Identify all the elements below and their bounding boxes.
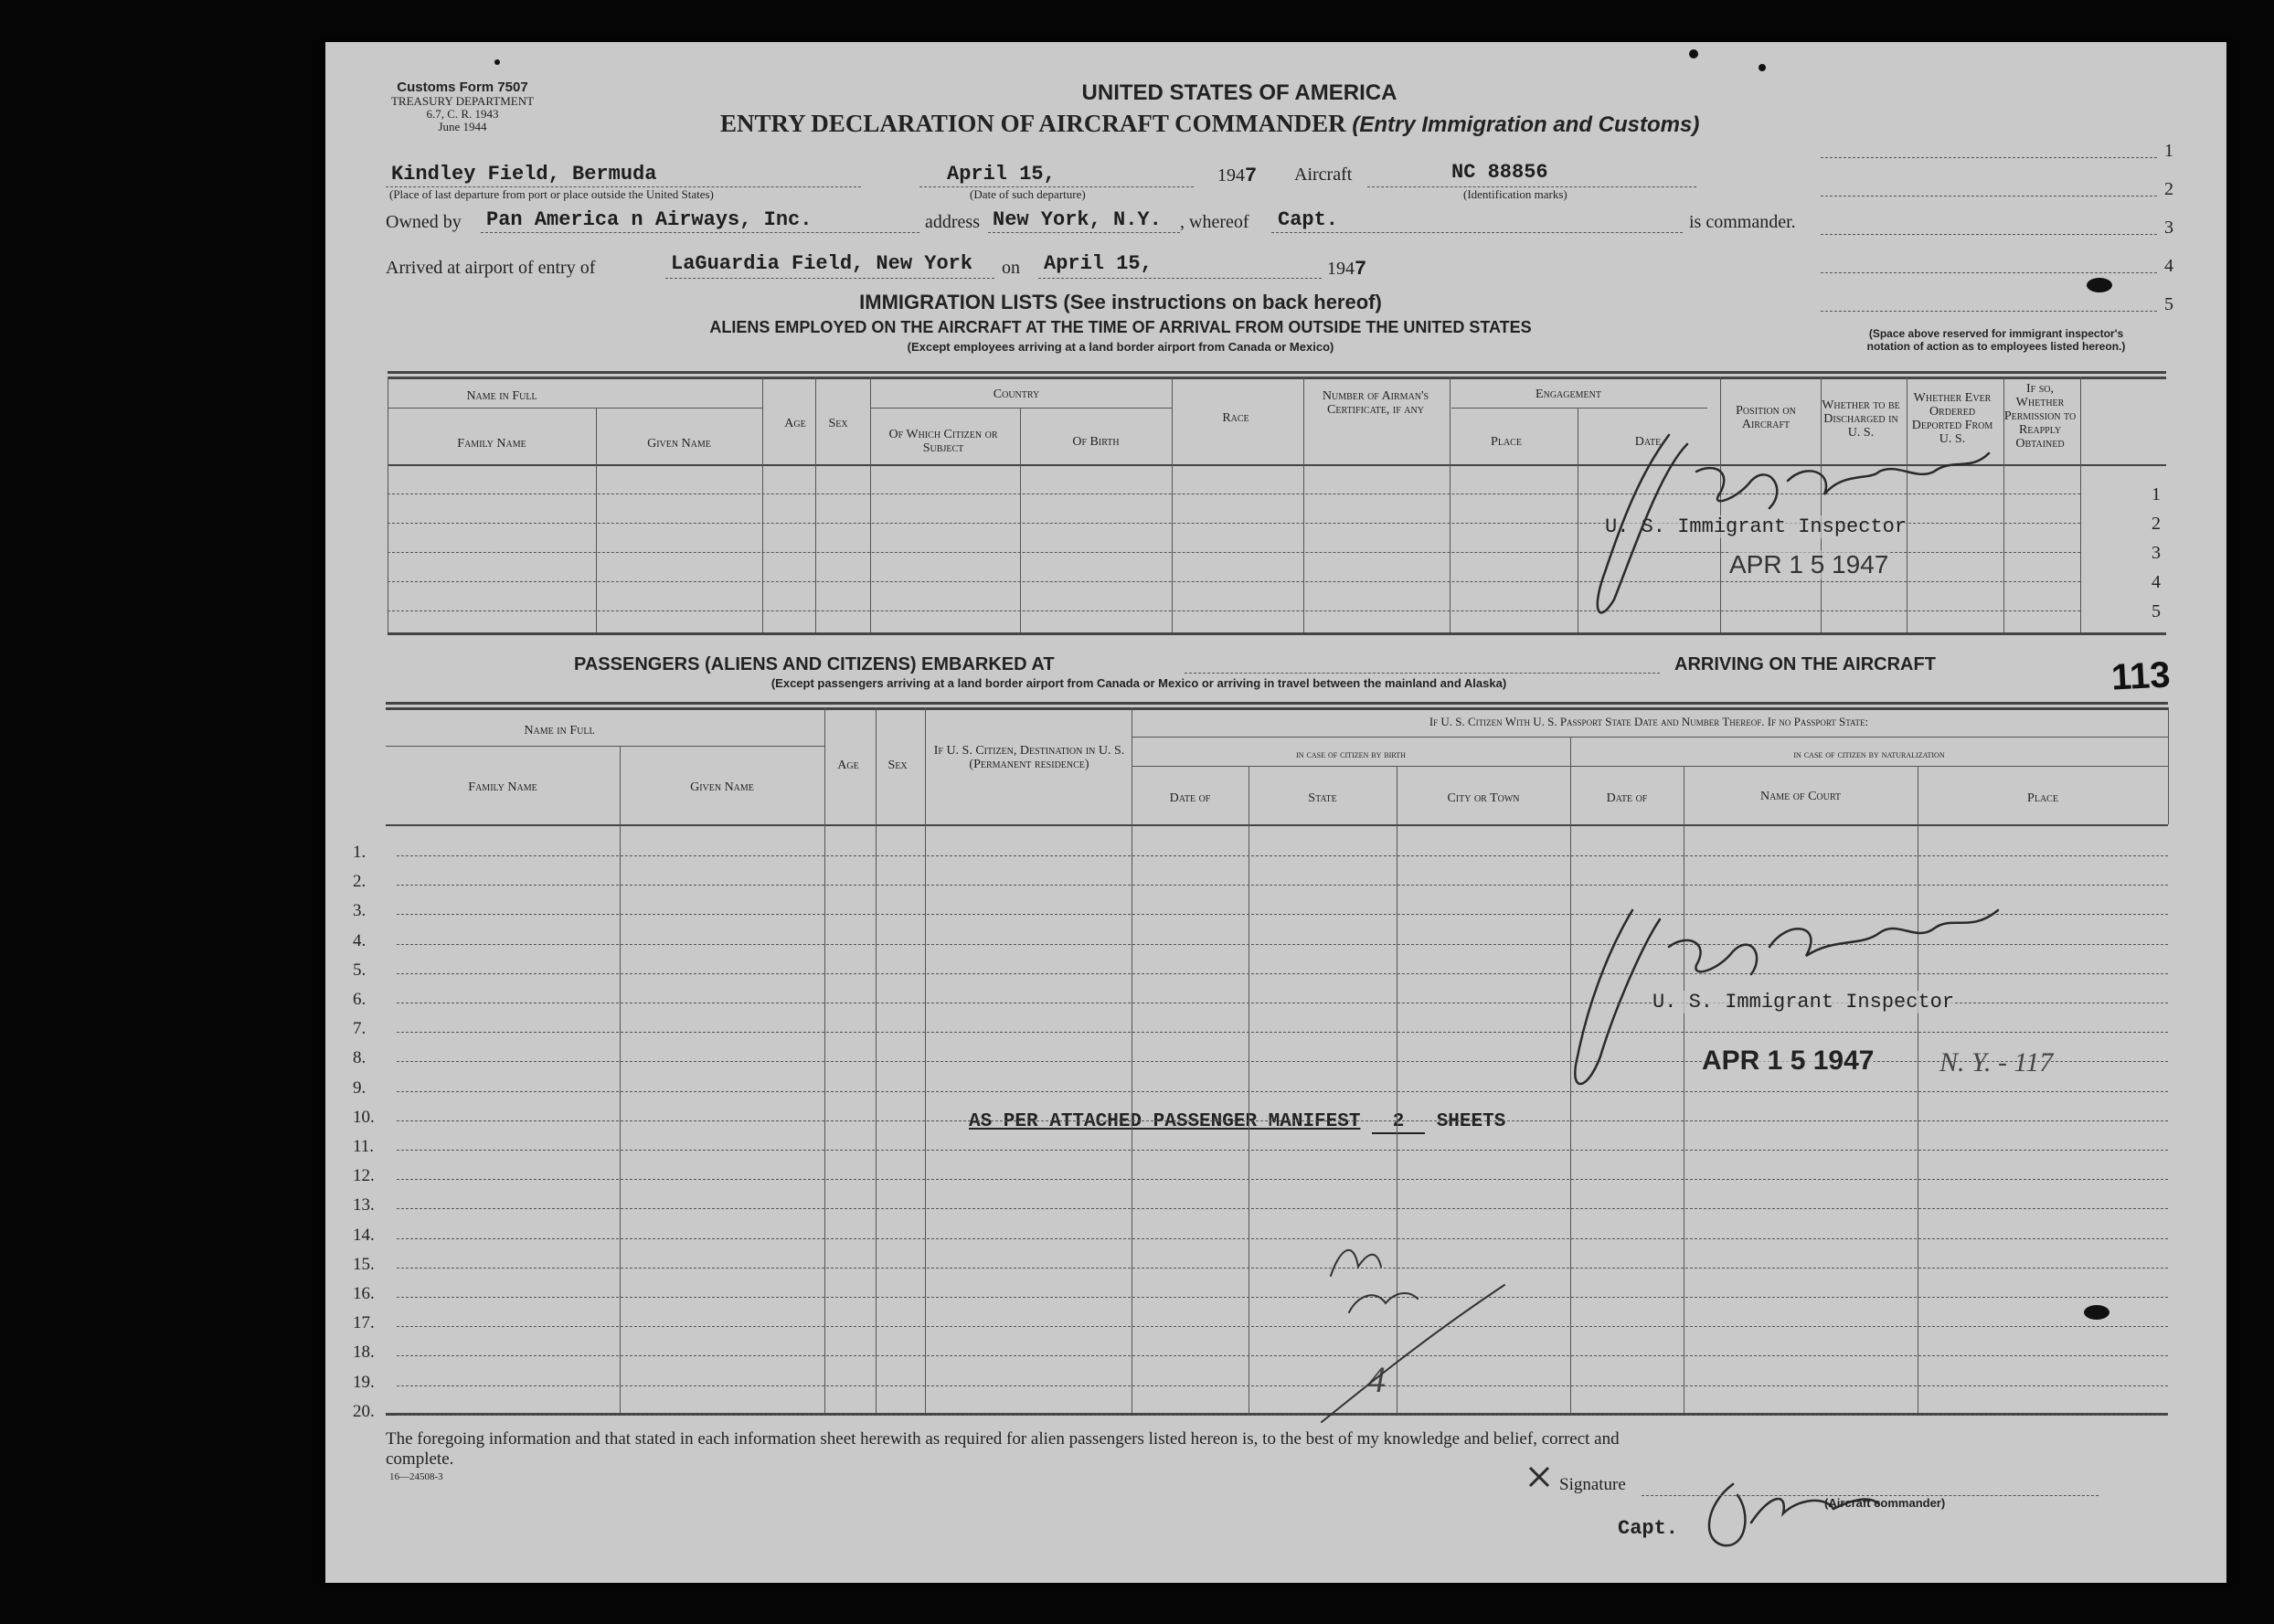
departure-year-prefix: 194	[1217, 165, 1245, 186]
imm-row-number: 3	[2152, 543, 2161, 563]
inspector-note-2: notation of action as to employees listed hereon.)	[1866, 340, 2126, 353]
pax-header-by-naturalization: in case of citizen by naturalization	[1793, 748, 1945, 760]
departure-date-caption: (Date of such departure)	[970, 187, 1086, 201]
pax-header-date-birth: Date of	[1169, 791, 1211, 805]
margin-note: N. Y. - 117	[1939, 1047, 2054, 1077]
inspector-note-1: (Space above reserved for immigrant inspector's	[1868, 327, 2124, 340]
page-number: 113	[2109, 654, 2172, 698]
pax-row-number: 16.	[353, 1284, 375, 1303]
arrival-year-prefix: 194	[1327, 259, 1355, 279]
imm-header-deported: Whether Ever Ordered Deported From U. S.	[1911, 391, 1993, 446]
imm-header-position: Position on Aircraft	[1736, 404, 1796, 431]
pax-row-number: 2.	[353, 872, 367, 892]
pencil-marks	[1322, 1250, 1504, 1422]
form-sheet	[325, 42, 2226, 1583]
pax-row-number: 3.	[353, 901, 367, 921]
pax-row-number: 17.	[353, 1313, 375, 1333]
imm-header-given: Given Name	[647, 437, 711, 451]
arrival-year-digit: 7	[1355, 258, 1367, 281]
pax-row-number: 4.	[353, 930, 367, 950]
title-main: ENTRY DECLARATION OF AIRCRAFT COMMANDER	[720, 110, 1346, 137]
title-sub: (Entry Immigration and Customs)	[1352, 112, 1700, 137]
imm-header-airman: Number of Airman's Certificate, if any	[1322, 389, 1429, 417]
form-number: Customs Form 7507	[397, 80, 528, 95]
pax-row-number: 14.	[353, 1225, 375, 1245]
imm-header-permission: If so, Whether Permission to Reapply Obtained	[2003, 382, 2077, 451]
pax-header-destination: If U. S. Citizen, Destination in U. S. (Permanent residence)	[933, 744, 1125, 771]
country-heading: UNITED STATES OF AMERICA	[1081, 80, 1397, 105]
imm-header-race: Race	[1222, 411, 1249, 425]
pax-header-sex: Sex	[887, 759, 908, 772]
inspector-line-number: 3	[2164, 218, 2173, 238]
pax-header-by-birth: in case of citizen by birth	[1296, 748, 1406, 760]
departure-place-caption: (Place of last departure from port or place outside the United States)	[389, 187, 714, 201]
imm-header-birth: Of Birth	[1072, 435, 1120, 449]
pax-row-number: 10.	[353, 1107, 375, 1127]
captain-title: Capt.	[1618, 1517, 1679, 1540]
pax-row-number: 19.	[353, 1372, 375, 1392]
imm-row-number: 2	[2152, 514, 2161, 534]
imm-row-number: 1	[2152, 484, 2161, 504]
imm-header-name: Name in Full	[466, 389, 537, 403]
departure-date: April 15,	[947, 163, 1056, 186]
aircraft-marks-caption: (Identification marks)	[1463, 187, 1567, 201]
imm-header-age: Age	[784, 417, 806, 430]
manifest-suffix: SHEETS	[1436, 1111, 1506, 1132]
inspector-line-number: 4	[2164, 256, 2173, 276]
imm-row-number: 4	[2152, 572, 2161, 592]
commander-name: Capt.	[1278, 208, 1339, 231]
pax-row-number: 12.	[353, 1166, 375, 1186]
inspector-line-number: 2	[2164, 179, 2173, 199]
address-label: address	[925, 212, 980, 232]
pax-row-number: 13.	[353, 1195, 375, 1215]
pencil-note: 4	[1367, 1359, 1386, 1400]
imm-header-engagement: Engagement	[1535, 387, 1601, 401]
pax-row-number: 20.	[353, 1401, 375, 1421]
immigration-note: (Except employees arriving at a land border airport from Canada or Mexico)	[907, 340, 1334, 354]
pax-row-number: 18.	[353, 1343, 375, 1363]
certification-line-1: The foregoing information and that stated in each information sheet herewith as required for alien passengers listed hereon is, to the best of my knowledge and belief, correct and	[386, 1429, 1620, 1449]
immigration-heading: IMMIGRATION LISTS (See instructions on back hereof)	[859, 291, 1382, 313]
signature-x-mark	[1530, 1468, 1548, 1486]
pax-row-number: 1.	[353, 843, 367, 862]
arrival-date: April 15,	[1044, 252, 1153, 275]
signature-caption: (Aircraft commander)	[1824, 1496, 1946, 1510]
signature-label: Signature	[1559, 1475, 1626, 1494]
immigration-subheading: ALIENS EMPLOYED ON THE AIRCRAFT AT THE TIME OF ARRIVAL FROM OUTSIDE THE UNITED STATES	[709, 318, 1532, 336]
imm-row-number: 5	[2152, 601, 2161, 621]
form-code: 16—24508-3	[389, 1471, 443, 1482]
imm-header-sex: Sex	[828, 417, 848, 430]
pax-row-number: 5.	[353, 960, 367, 980]
form-date: June 1944	[438, 120, 487, 133]
pax-header-state: State	[1308, 791, 1337, 805]
pax-row-number: 6.	[353, 990, 367, 1009]
pax-row-number: 15.	[353, 1254, 375, 1274]
imm-header-date: Date	[1634, 435, 1662, 449]
owner-address: New York, N.Y.	[993, 208, 1162, 231]
imm-header-place: Place	[1491, 435, 1522, 449]
inspector-stamp-date-2: APR 1 5 1947	[1702, 1046, 1875, 1076]
department: TREASURY DEPARTMENT	[390, 94, 535, 108]
pax-header-age: Age	[837, 759, 859, 772]
pax-header-family: Family Name	[468, 780, 537, 794]
imm-header-discharged: Whether to be Discharged in U. S.	[1822, 398, 1900, 440]
inspector-line-number: 5	[2164, 294, 2173, 314]
pax-row-number: 7.	[353, 1019, 367, 1039]
imm-header-country: Country	[993, 387, 1040, 401]
owned-by-label: Owned by	[386, 212, 462, 232]
whereof-label: , whereof	[1180, 212, 1249, 232]
inspector-line-number: 1	[2164, 141, 2173, 161]
pax-header-given: Given Name	[690, 780, 754, 794]
certification-line-2: complete.	[386, 1449, 454, 1469]
pax-header-date-nat: Date of	[1606, 791, 1648, 805]
pax-header-place: Place	[2027, 791, 2058, 805]
pax-header-passport: If U. S. Citizen With U. S. Passport State Date and Number Thereof. If no Passport State:	[1429, 715, 1869, 728]
aircraft-label: Aircraft	[1294, 165, 1353, 185]
arrival-label: Arrived at airport of entry of	[386, 258, 596, 278]
pax-header-name: Name in Full	[524, 724, 595, 738]
pax-row-number: 8.	[353, 1048, 367, 1068]
pax-header-court: Name of Court	[1759, 790, 1842, 803]
manifest-count: 2	[1372, 1111, 1425, 1134]
departure-place: Kindley Field, Bermuda	[391, 163, 657, 186]
cfr-reference: 6.7, C. R. 1943	[426, 107, 499, 121]
passengers-heading-right: ARRIVING ON THE AIRCRAFT	[1674, 654, 1936, 674]
manifest-prefix: AS PER ATTACHED PASSENGER MANIFEST	[969, 1111, 1361, 1132]
inspector-signature-2	[1575, 910, 1998, 1084]
commander-signature	[1709, 1484, 1879, 1545]
imm-header-citizen: Of Which Citizen or Subject	[888, 428, 998, 455]
owner-name: Pan America n Airways, Inc.	[486, 208, 813, 231]
pax-header-city: City or Town	[1447, 791, 1520, 805]
inspector-stamp-title-1: U. S. Immigrant Inspector	[1605, 515, 1907, 538]
departure-year-digit: 7	[1245, 165, 1258, 187]
inspector-stamp-title-2: U. S. Immigrant Inspector	[1652, 991, 1955, 1014]
handwriting-layer	[325, 42, 2226, 1583]
commander-suffix: is commander.	[1689, 212, 1796, 232]
passengers-heading: PASSENGERS (ALIENS AND CITIZENS) EMBARKED AT	[574, 654, 1055, 674]
ink-specks	[494, 49, 2112, 1320]
arrival-on-label: on	[1002, 258, 1020, 278]
imm-header-family: Family Name	[457, 437, 526, 451]
aircraft-marks: NC 88856	[1451, 161, 1548, 184]
pax-row-number: 11.	[353, 1137, 375, 1156]
pax-row-number: 9.	[353, 1077, 367, 1098]
arrival-airport: LaGuardia Field, New York	[671, 252, 973, 275]
passengers-note: (Except passengers arriving at a land border airport from Canada or Mexico or arriving in travel between the mainland and Alaska)	[770, 676, 1507, 690]
inspector-signature-1	[1598, 435, 1989, 612]
inspector-stamp-date-1: APR 1 5 1947	[1729, 550, 1889, 578]
